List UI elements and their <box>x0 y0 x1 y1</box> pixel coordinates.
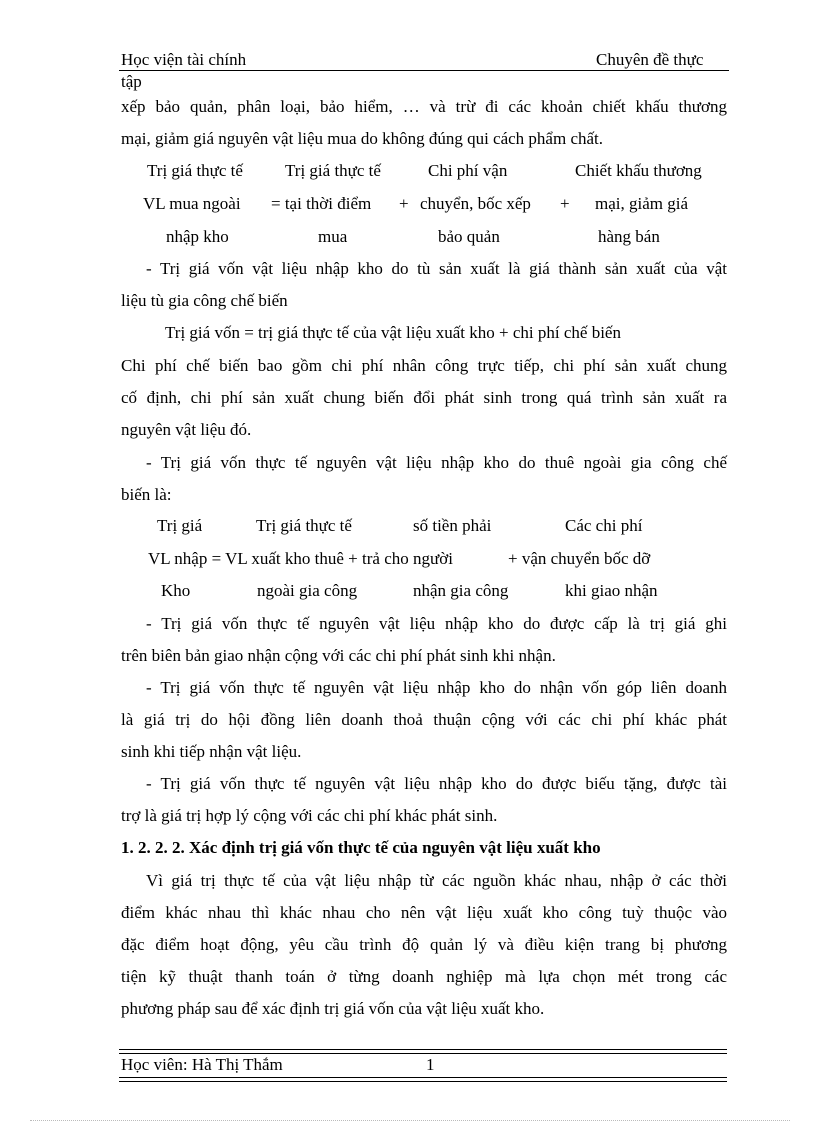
header-left: Học viện tài chính <box>121 50 247 69</box>
formula-plus: + <box>560 194 570 213</box>
body-line: phương pháp sau để xác định trị giá vốn của vật liệu xuất kho. <box>121 999 545 1018</box>
formula-cell: Trị giá thực tế <box>147 161 243 180</box>
footer-rule <box>119 1049 727 1050</box>
formula-cell: chuyển, bốc xếp <box>420 194 531 213</box>
body-line: xếp bảo quản, phân loại, bảo hiểm, … và trừ đi các khoản chiết khấu thương <box>121 97 727 116</box>
body-line: trên biên bản giao nhận cộng với các chi phí phát sinh khi nhận. <box>121 646 556 665</box>
body-line: tiện kỹ thuật thanh toán ở từng doanh nghiệp mà lựa chọn mét trong các <box>121 967 727 986</box>
header-right-wrap: tập <box>121 72 142 91</box>
formula-cell: nhận gia công <box>413 581 509 600</box>
formula-cell: ngoài gia công <box>257 581 358 600</box>
body-line: liệu tù gia công chế biến <box>121 291 288 310</box>
body-line: - Trị giá vốn thực tế nguyên vật liệu nhập kho do nhận vốn góp liên doanh <box>146 678 727 697</box>
formula-self-produced: Trị giá vốn = trị giá thực tế của vật liệu xuất kho + chi phí chế biến <box>165 323 621 342</box>
header-rule <box>119 70 729 71</box>
formula-cell: bảo quản <box>438 227 500 246</box>
body-line: Chi phí chế biến bao gồm chi phí nhân công trực tiếp, chi phí sản xuất chung <box>121 356 727 375</box>
footer-rule <box>119 1077 727 1078</box>
formula-cell: khi giao nhận <box>565 581 658 600</box>
body-line: điểm khác nhau thì khác nhau cho nên vật liệu xuất kho công tuỳ thuộc vào <box>121 903 727 922</box>
formula-plus: + <box>399 194 409 213</box>
formula-cell: VL nhập = VL xuất kho thuê + trả cho người <box>148 549 453 568</box>
body-line: cố định, chi phí sản xuất chung biến đổi phát sinh trong quá trình sản xuất ra <box>121 388 727 407</box>
footer-author: Học viên: Hà Thị Thắm <box>121 1055 283 1074</box>
formula-cell: nhập kho <box>166 227 229 246</box>
body-line: trợ là giá trị hợp lý cộng với các chi phí khác phát sinh. <box>121 806 498 825</box>
formula-cell: hàng bán <box>598 227 660 246</box>
formula-cell: Chiết khấu thương <box>575 161 702 180</box>
footer-rule <box>119 1053 727 1054</box>
footer-rule <box>119 1081 727 1082</box>
body-line: - Trị giá vốn thực tế nguyên vật liệu nhập kho do được biếu tặng, được tài <box>146 774 727 793</box>
formula-cell: Các chi phí <box>565 516 643 535</box>
header-right: Chuyên đề thực <box>596 50 704 69</box>
formula-cell: = tại thời điểm <box>271 194 372 213</box>
body-line: mại, giảm giá nguyên vật liệu mua do không đúng qui cách phẩm chất. <box>121 129 604 148</box>
formula-cell: VL mua ngoài <box>143 194 241 213</box>
formula-cell: Kho <box>161 581 191 600</box>
body-line: sinh khi tiếp nhận vật liệu. <box>121 742 302 761</box>
body-line: là giá trị do hội đồng liên doanh thoả thuận cộng với các chi phí khác phát <box>121 710 727 729</box>
formula-cell: Trị giá thực tế <box>285 161 381 180</box>
formula-cell: mua <box>318 227 348 246</box>
body-line: - Trị giá vốn vật liệu nhập kho do tù sản xuất là giá thành sản xuất của vật <box>146 259 727 278</box>
formula-cell: Trị giá thực tế <box>256 516 352 535</box>
page-edge-dots <box>30 1120 790 1121</box>
body-line: - Trị giá vốn thực tế nguyên vật liệu nhập kho do được cấp là trị giá ghi <box>146 614 727 633</box>
body-line: Vì giá trị thực tế của vật liệu nhập từ các nguồn khác nhau, nhập ở các thời <box>146 871 727 890</box>
formula-cell: Chi phí vận <box>428 161 508 180</box>
body-line: - Trị giá vốn thực tế nguyên vật liệu nhập kho do thuê ngoài gia công chế <box>146 453 727 472</box>
formula-cell: + vận chuyển bốc dỡ <box>508 549 651 568</box>
formula-cell: Trị giá <box>157 516 203 535</box>
formula-cell: mại, giảm giá <box>595 194 689 213</box>
formula-cell: số tiền phải <box>413 516 492 535</box>
page-number: 1 <box>426 1055 435 1074</box>
body-line: đặc điểm hoạt động, yêu cầu trình độ quản lý và điều kiện trang bị phương <box>121 935 727 954</box>
body-line: biến là: <box>121 485 172 504</box>
section-heading: 1. 2. 2. 2. Xác định trị giá vốn thực tế của nguyên vật liệu xuất kho <box>121 838 601 857</box>
body-line: nguyên vật liệu đó. <box>121 420 252 439</box>
